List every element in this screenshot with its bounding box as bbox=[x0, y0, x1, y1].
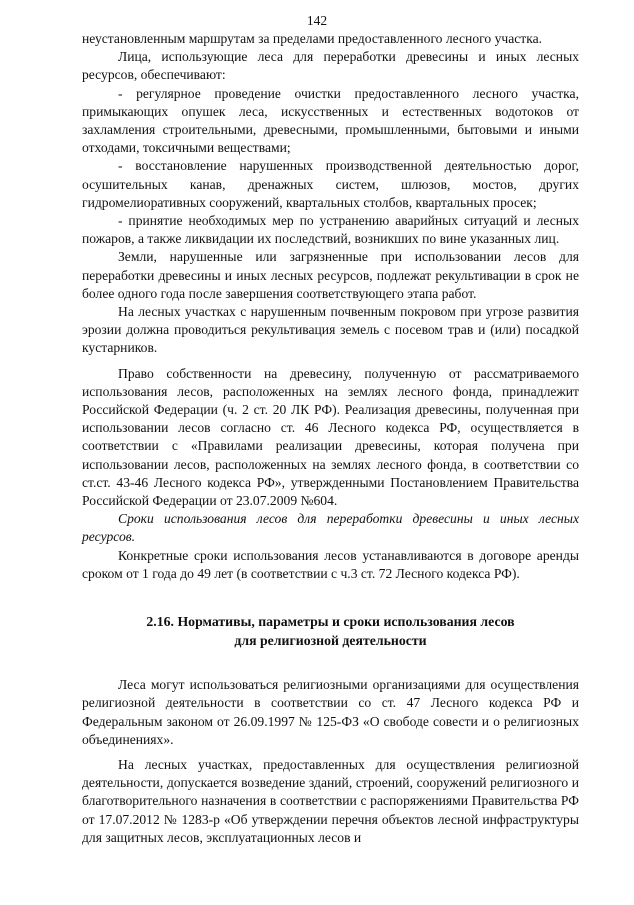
paragraph-terms-heading: Сроки использования лесов для переработки древесины и иных лесных ресурсов. bbox=[82, 511, 579, 545]
section-heading-line2: для религиозной деятельности bbox=[234, 632, 427, 648]
paragraph-erosion: На лесных участках с нарушенным почвенным покровом при угрозе развития эрозии должна проводиться рекультивация земель с посевом трав и (или) посадкой кустарников. bbox=[82, 304, 579, 356]
paragraph-terms: Конкретные сроки использования лесов устанавливаются в договоре аренды сроком от 1 года до 49 лет (в соответствии с ч.3 ст. 72 Лесного кодекса РФ). bbox=[82, 547, 579, 581]
list-item-cleaning: - регулярное проведение очистки предоставленного лесного участка, примыкающих опушек леса, искусственных и естественных водотоков от захламления строительными, древесными, промышленными, бытовыми и иными отходами, токсичными веществами; bbox=[82, 85, 579, 156]
section-heading-line1: 2.16. Нормативы, параметры и сроки использования лесов bbox=[146, 614, 515, 630]
list-item-emergency: - принятие необходимых мер по устранению аварийных ситуаций и лесных пожаров, а также ликвидации их последствий, возникших по вине указанных лиц. bbox=[82, 213, 579, 247]
paragraph-continuation: неустановленным маршрутам за пределами предоставленного лесного участка. bbox=[82, 31, 543, 46]
section-heading bbox=[82, 613, 579, 650]
paragraph-obligations-intro: Лица, использующие леса для переработки древесины и иных лесных ресурсов, обеспечивают: bbox=[82, 49, 579, 83]
paragraph-religious-use: Леса могут использоваться религиозными организациями для осуществления религиозной деятельности в соответствии со ст. 47 Лесного кодекса РФ и Федеральным законом от 26.09.1997 № 125-ФЗ «О свободе совести и о религиозных объединениях». bbox=[82, 677, 579, 747]
document-body bbox=[82, 30, 579, 847]
paragraph-ownership: Право собственности на древесину, полученную от рассматриваемого использования лесов, расположенных на землях лесного фонда, принадлежит Российской Федерации (ч. 2 ст. 20 ЛК РФ). Реализация древесины, полученная при использовании лесов согласно ст. 46 Лесного кодекса РФ, осуществляется в соответствии с «Правилами реализации древесины, которая получена при использовании лесов, расположенных на землях лесного фонда, в соответствии со ст.ст. 43-46 Лесного кодекса РФ», утвержденными Постановлением Правительства Российской Федерации от 23.07.2009 №604. bbox=[82, 365, 579, 509]
paragraph-religious-buildings: На лесных участках, предоставленных для осуществления религиозной деятельности, допускается возведение зданий, строений, сооружений религиозного и благотворительного назначения в соответствии с распоряжениями Правительства РФ от 17.07.2012 № 1283-р «Об утверждении перечня объектов лесной инфраструктуры для защитных лесов, эксплуатационных лесов и bbox=[82, 756, 579, 845]
page-number: 142 bbox=[306, 13, 328, 28]
paragraph-reclamation: Земли, нарушенные или загрязненные при использовании лесов для переработки древесины и иных лесных ресурсов, подлежат рекультивации в срок не более одного года после завершения соответствующего этапа работ. bbox=[82, 249, 579, 301]
list-item-restoration: - восстановление нарушенных производственной деятельностью дорог, осушительных канав, дренажных систем, шлюзов, мостов, других гидромелиоративных сооружений, квартальных столбов, квартальных просек; bbox=[82, 158, 579, 210]
